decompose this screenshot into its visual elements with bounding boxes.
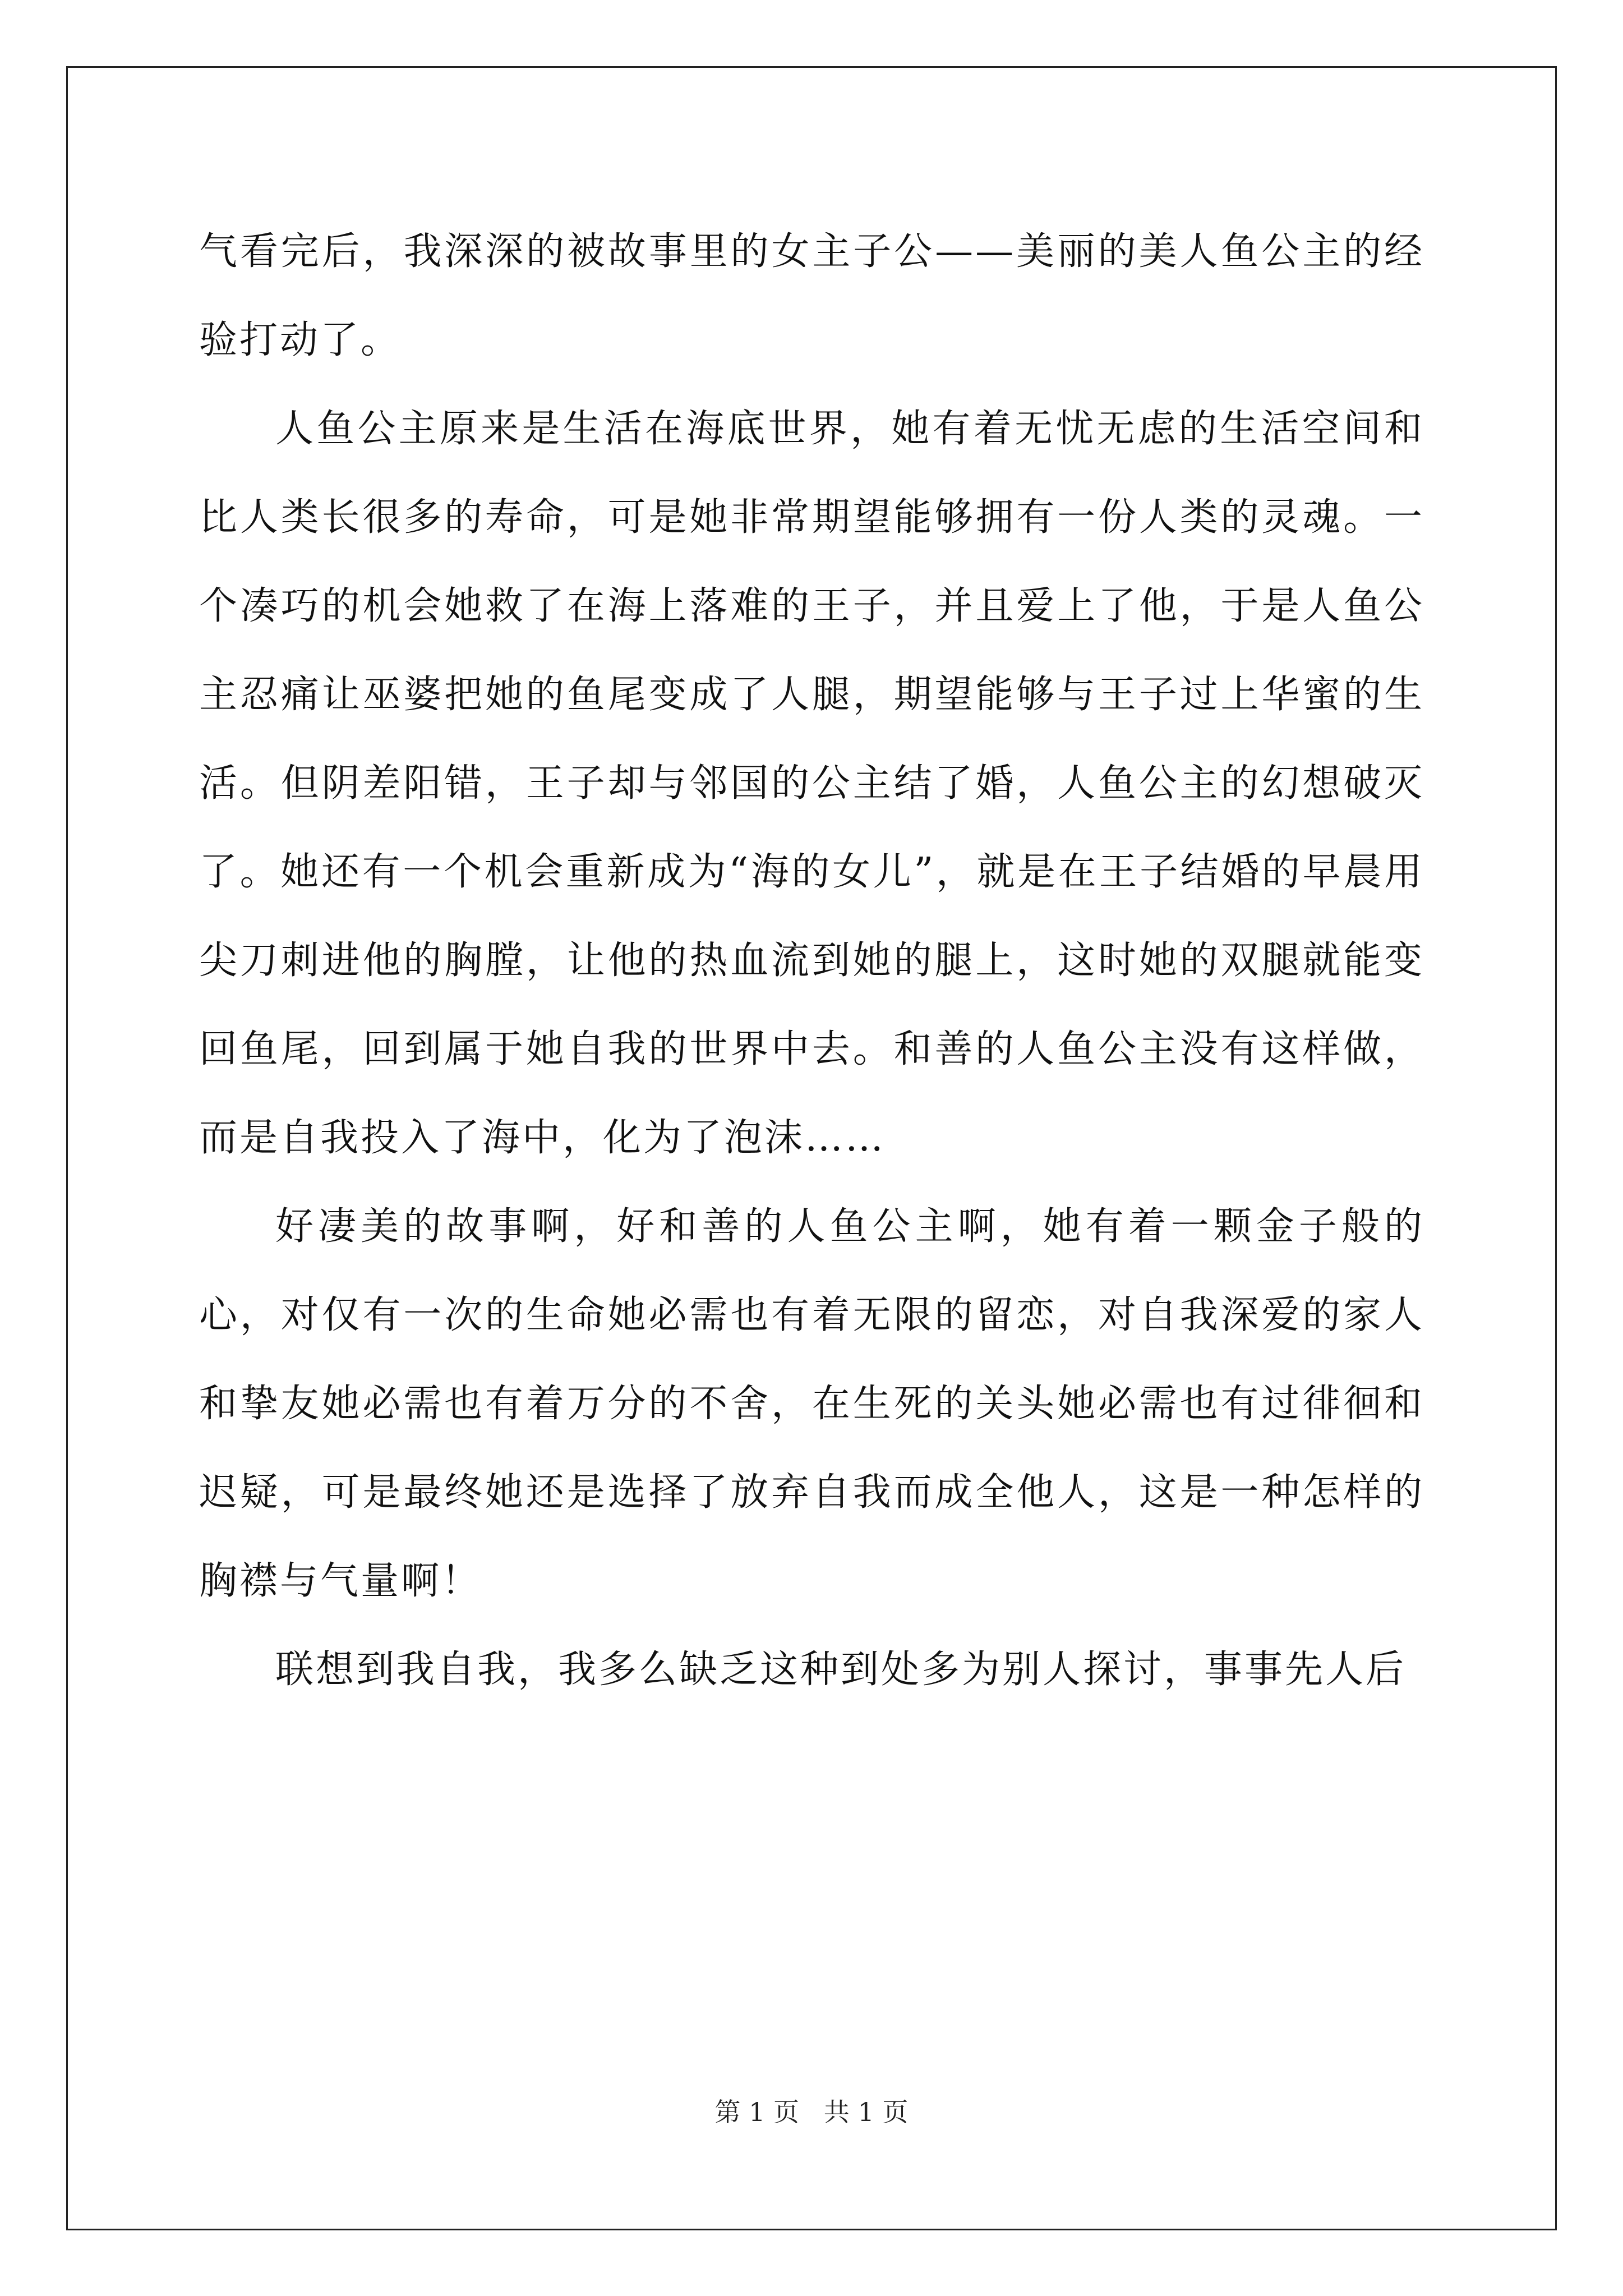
paragraph-4: 联想到我自我，我多么缺乏这种到处多为别人探讨，事事先人后 (275, 1648, 1407, 1692)
paragraph-3: 好凄美的故事啊，好和善的人鱼公主啊，她有着一颗金子般的心，对仅有一次的生命她必需也有着无限的留恋，对自我深爱的家人和挚友她必需也有着万分的不舍，在生死的关头她必需也有过徘徊和迟疑，可是最终她还是选择了放弃自我而成全他人，这是一种怎样的胸襟与气量啊！ (199, 1204, 1424, 1603)
paragraph-2: 人鱼公主原来是生活在海底世界，她有着无忧无虑的生活空间和比人类长很多的寿命，可是她非常期望能够拥有一份人类的灵魂。一个凑巧的机会她救了在海上落难的王子，并且爱上了他，于是人鱼公主忍痛让巫婆把她的鱼尾变成了人腿，期望能够与王子过上华蜜的生活。但阴差阳错，王子却与邻国的公主结了婚，人鱼公主的幻想破灭了。她还有一个机会重新成为“海的女儿”，就是在王子结婚的早晨用尖刀刺进他的胸膛，让他的热血流到她的腿上，这时她的双腿就能变回鱼尾，回到属于她自我的世界中去。和善的人鱼公主没有这样做，而是自我投入了海中，化为了泡沫…… (199, 407, 1424, 1160)
document-body (199, 208, 1424, 1714)
paragraph-1: 气看完后，我深深的被故事里的女主子公——美丽的美人鱼公主的经验打动了。 (199, 229, 1424, 362)
page-footer: 第 1 页 共 1 页 (714, 2097, 909, 2127)
